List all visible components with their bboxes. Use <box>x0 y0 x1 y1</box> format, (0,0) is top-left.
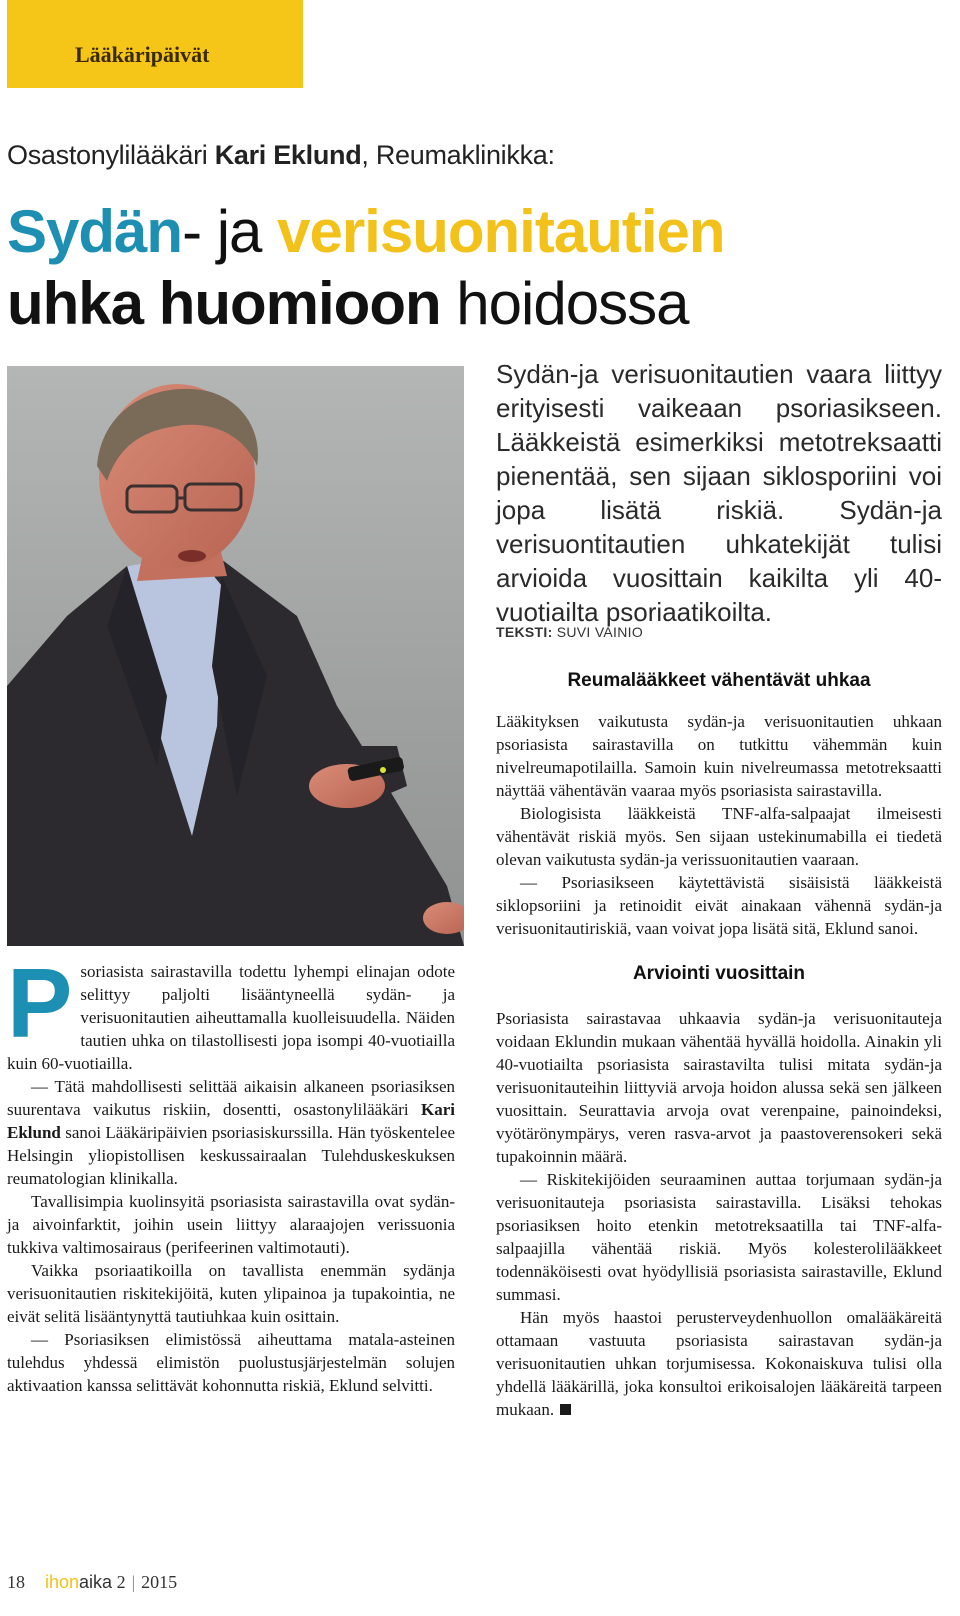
credit-label: TEKSTI: <box>496 624 553 640</box>
footer-separator: | <box>131 1572 136 1592</box>
page-number: 18 <box>7 1572 25 1592</box>
right-paragraph-4: Psoriasista sairastavaa uhkaavia sydän-ja verisuonitauteja voidaan Eklundin mukaan vähentää hyvällä hoidolla. Ainakin yli 40-vuotiailta psoriasista sairastavilta tulisi mitata sydän-ja verisuonitauteihin liittyviä arvoja hoidon alussa sekä sen jälkeen vuosittain. Seurattavia arvoja ovat verenpaine, painoindeksi, vyötärönympärys, veren rasva-arvot ja paastoverensokeri sekä tupakoinnin määrä. <box>496 1009 942 1166</box>
right-paragraph-6-text: Hän myös haastoi perusterveydenhuollon omalääkäreitä ottamaan vastuuta psoriasista sairastavan sydän-ja verisuonitautien uhkan torjumisessa. Kokonaiskuva tulisi olla yhdellä lääkärillä, joka konsultoi erikoisalojen lääkäreitä tarpeen mukaan. <box>496 1308 942 1419</box>
page-footer <box>7 1572 177 1593</box>
left-paragraph-2-start: — Tätä mahdollisesti selittää aikaisin alkaneen psoriasiksen suurentava vaikutus riskiin, dosentti, osastonylilääkäri <box>7 1077 455 1119</box>
right-paragraph-6 <box>496 1306 942 1421</box>
byline-suffix: , Reumaklinikka: <box>361 140 555 170</box>
speaker-photo-illustration <box>7 366 464 946</box>
article-lede: Sydän-ja verisuonitautien vaara liittyy erityisesti vaikeaan psoriasikseen. Lääkkeistä esimerkiksi metotreksaatti pienentää, sen sijaan siklosporiini voi jopa lisätä riskiä. Sydän-ja verisuontitautien uhkatekijät tulisi arvioida vuosittain kaikilta yli 40-vuotiailta psoriaatikoilta. <box>496 359 942 627</box>
magazine-brand-part-1: ihon <box>45 1572 80 1592</box>
left-paragraph-1 <box>7 948 455 1075</box>
headline-part-3: verisuonitautien <box>277 198 725 265</box>
headline-part-2: - ja <box>182 198 278 265</box>
right-paragraph-3: — Psoriasikseen käytettävistä sisäisistä lääkkeistä siklopsoriini ja retinoidit eivät ainakaan vähennä sydän-ja verisuonitautiriskiä, vaan voivat jopa lisätä sitä, Eklund sanoi. <box>496 873 942 938</box>
left-paragraph-1-text: soriasista sairastavilla todettu lyhempi elinajan odote selittyy paljolti lisääntyneellä sydän- ja verisuonitautien aiheuttamalla kuolleisuudella. Näiden tautien uhka on tilastollisesti jopa isompi 40-vuotiailla kuin 60-vuotiailla. <box>7 962 455 1073</box>
left-paragraph-2-name: Kari Eklund <box>7 1100 455 1142</box>
article-headline <box>7 196 725 340</box>
credit-author: SUVI VAINIO <box>556 624 644 640</box>
byline <box>7 140 555 171</box>
left-paragraph-5: — Psoriasiksen elimistössä aiheuttama matala-asteinen tulehdus yhdessä elimistön puolustusjärjestelmän solujen aktivaation kanssa selittävät kohonnutta riskiä, Eklund selvitti. <box>7 1330 455 1395</box>
left-paragraph-2 <box>7 1075 455 1190</box>
issue-number: 2 <box>116 1572 126 1592</box>
magazine-brand-part-2: aika <box>79 1572 113 1592</box>
end-of-article-mark <box>560 1404 571 1415</box>
section-tag <box>7 0 303 88</box>
byline-prefix: Osastonylilääkäri <box>7 140 215 170</box>
subhead-arviointi: Arviointi vuosittain <box>632 963 806 984</box>
headline-part-5: hoidossa <box>440 270 689 337</box>
byline-name: Kari Eklund <box>214 140 362 170</box>
left-paragraph-4: Vaikka psoriaatikoilla on tavallista enemmän sydänja verisuonitautien riskitekijöitä, kuten ylipainoa ja tupakointia, ne eivät selitä lisääntynyttä tautiuhkaa kuin osittain. <box>7 1261 455 1326</box>
subhead-reumalaakkeet: Reumalääkkeet vähentävät uhkaa <box>567 670 871 691</box>
author-credit <box>496 624 643 640</box>
left-paragraph-2-end: sanoi Lääkäripäivien psoriasiskurssilla. Hän työskentelee Helsingin yliopistollisen keskussairaalan Tulehduskeskuksen reumatologian klinikalla. <box>7 1123 455 1188</box>
left-column <box>7 948 455 1397</box>
headline-part-4: uhka huomioon <box>7 270 441 337</box>
right-paragraph-5: — Riskitekijöiden seuraaminen auttaa torjumaan sydän-ja verisuonitauteja psoriasista sairastavilla. Lisäksi tehokas psoriasiksen hoito etenkin metotreksaatilla tai TNF-alfa-salpaajilla vähentää riskiä. Myös kolesterolilääkkeet todennäköisesti ovat hyödyllisiä psoriasista sairastaville, Eklund summasi. <box>496 1170 942 1304</box>
left-paragraph-3: Tavallisimpia kuolinsyitä psoriasista sairastavilla ovat sydän- ja aivoinfarktit, joihin usein liittyy alaraajojen verissuonia tukkiva valtimosairaus (perifeerinen valtimotauti). <box>7 1192 455 1257</box>
speaker-photo <box>7 366 464 946</box>
right-paragraph-1: Lääkityksen vaikutusta sydän-ja verisuonitautien uhkaan psoriasista sairastavilla on tutkittu vähemmän kuin nivelreumapotilailla. Samoin kuin nivelreumassa metotreksaatti näyttää vähentävän vaaraa myös psoriasista sairastavilla. <box>496 712 942 800</box>
section-tag-label: Lääkäripäivät <box>75 42 210 67</box>
drop-cap: P <box>7 948 73 1058</box>
right-column <box>496 710 942 1421</box>
headline-part-1: Sydän <box>7 198 183 265</box>
issue-year: 2015 <box>141 1572 178 1592</box>
right-paragraph-2: Biologisista lääkkeistä TNF-alfa-salpaajat ilmeisesti vähentävät riskiä myös. Sen sijaan ustekinumabilla ei tiedetä olevan vaikutusta sydän-ja verissuonitautien vaaraan. <box>496 804 942 869</box>
